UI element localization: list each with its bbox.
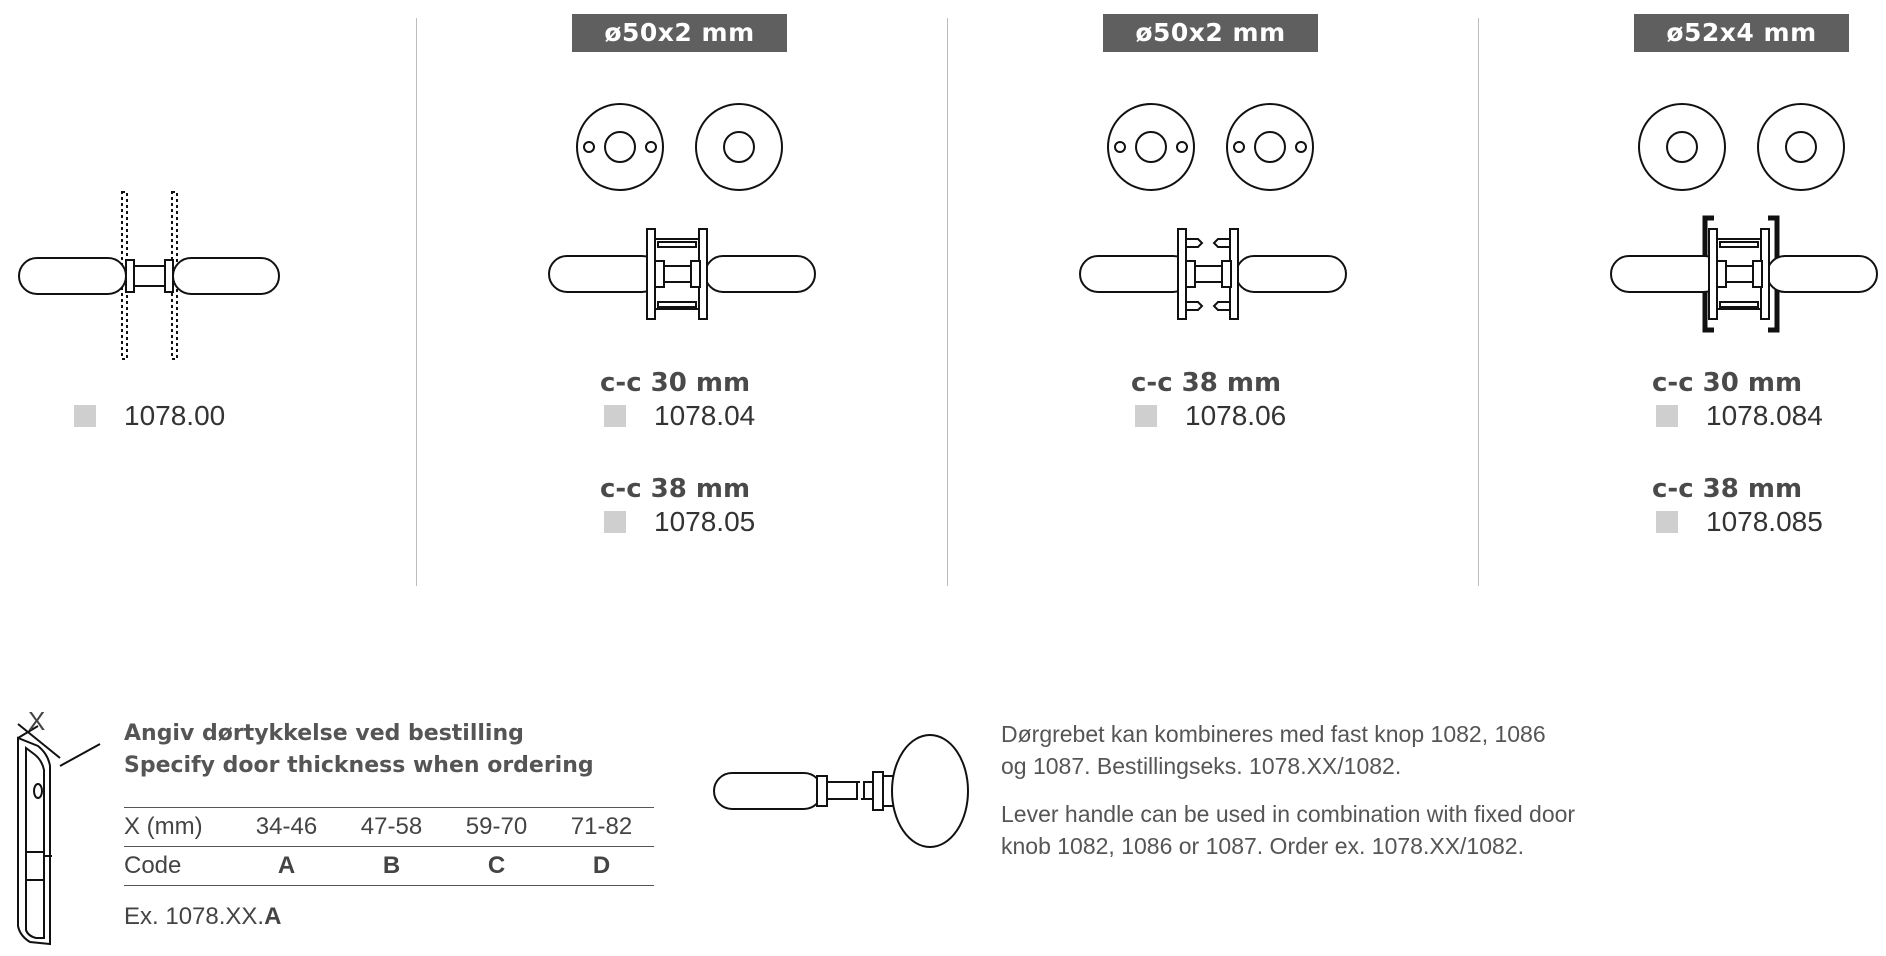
center-distance-label: c-c 38 mm: [1131, 368, 1282, 398]
finish-swatch: [604, 511, 626, 533]
rosette-size-badge: ø50x2 mm: [572, 14, 787, 52]
product-column-1078-06: [1061, 0, 1591, 590]
combination-text-en: [1001, 798, 1721, 862]
table-row: [124, 847, 654, 886]
finish-swatch: [1135, 405, 1157, 427]
product-code: 1078.06: [1185, 400, 1287, 431]
rosette-size-badge: ø50x2 mm: [1103, 14, 1318, 52]
product-code-row: [604, 400, 755, 432]
combination-text-da: [1001, 718, 1721, 782]
combination-en-line-2: knob 1082, 1086 or 1087. Order ex. 1078.XX/1082.: [1001, 833, 1524, 859]
combination-da-line-2: og 1087. Bestillingseks. 1078.XX/1082.: [1001, 753, 1402, 779]
product-code-row: [1656, 506, 1823, 538]
combination-da-line-1: Dørgrebet kan kombineres med fast knop 1082, 1086: [1001, 721, 1546, 747]
rosette-size-badge: ø52x4 mm: [1634, 14, 1849, 52]
combination-en-line-1: Lever handle can be used in combination with fixed door: [1001, 801, 1576, 827]
rosette-pair-drawing: [1061, 0, 1591, 590]
order-example-code: A: [264, 903, 282, 930]
finish-swatch: [604, 405, 626, 427]
finish-swatch: [1656, 405, 1678, 427]
order-example-prefix: Ex. 1078.XX.: [124, 903, 265, 930]
product-code-row: [74, 400, 225, 432]
door-thickness-diagram: [10, 706, 100, 946]
table-cell: D: [549, 847, 654, 886]
table-cell: 47-58: [339, 808, 444, 847]
table-cell: 59-70: [444, 808, 549, 847]
center-distance-label: c-c 30 mm: [1652, 368, 1803, 398]
table-cell: B: [339, 847, 444, 886]
center-distance-label: c-c 30 mm: [600, 368, 751, 398]
lever-with-fixed-knob-drawing: [710, 728, 980, 856]
thickness-title-en: Specify door thickness when ordering: [124, 753, 594, 778]
product-code: 1078.084: [1706, 400, 1823, 431]
order-example: [124, 903, 281, 931]
product-code: 1078.085: [1706, 506, 1823, 537]
thickness-x-label: X: [28, 706, 46, 736]
finish-swatch: [74, 405, 96, 427]
table-row: [124, 808, 654, 847]
door-thickness-table: [124, 807, 654, 886]
product-code: 1078.05: [654, 506, 756, 537]
product-column-1078-04: [530, 0, 1060, 590]
table-cell: A: [234, 847, 339, 886]
thickness-title-da: Angiv dørtykkelse ved bestilling: [124, 721, 524, 746]
product-code: 1078.00: [124, 400, 226, 431]
product-column-1078-00: [0, 0, 530, 590]
lever-handle-pair-drawing: [0, 0, 530, 590]
product-code-row: [604, 506, 755, 538]
product-code-row: [1656, 400, 1823, 432]
table-row-label: X (mm): [124, 808, 234, 847]
product-column-1078-084: [1592, 0, 1886, 590]
finish-swatch: [1656, 511, 1678, 533]
product-code-row: [1135, 400, 1286, 432]
product-code: 1078.04: [654, 400, 756, 431]
table-cell: 71-82: [549, 808, 654, 847]
table-cell: C: [444, 847, 549, 886]
table-cell: 34-46: [234, 808, 339, 847]
table-row-label: Code: [124, 847, 234, 886]
center-distance-label: c-c 38 mm: [600, 474, 751, 504]
center-distance-label: c-c 38 mm: [1652, 474, 1803, 504]
